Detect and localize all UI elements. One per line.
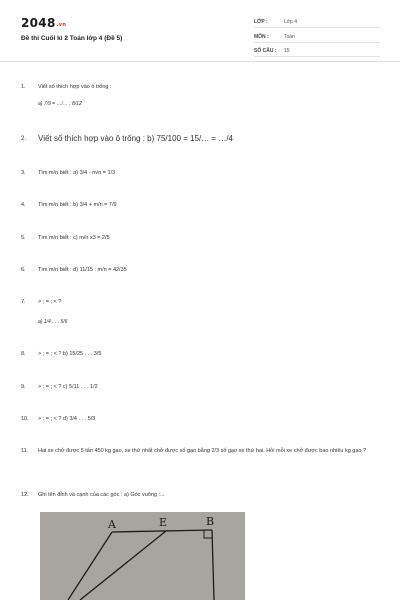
question-number: 3.	[21, 170, 26, 176]
question-number: 5.	[21, 235, 26, 241]
document-header	[0, 0, 400, 62]
question-text: > ; = ; < ? b) 15/25 . . . 3/5	[38, 351, 102, 357]
question-text: > ; = ; < ? c) 5/11 . . . 1/2	[38, 384, 98, 390]
question-text: Hai xe chở được 5 tấn 450 kg gạo, xe thứ nhất chở được số gạo bằng 2/3 số gạo xe thứ hai. Hỏi mỗi xe chở được bao nhiêu kg gạo ?	[38, 448, 367, 454]
meta-class-label: LỚP :	[254, 19, 268, 25]
question-text: Tìm m/n biết : a) 3/4 - m/n = 1/3	[38, 170, 116, 176]
meta-question-count	[254, 45, 380, 57]
question-1-sub: a) 7/9 = …/… ; 8/12	[38, 101, 82, 107]
meta-subject	[254, 31, 380, 43]
question-text: > ; = ; < ?	[38, 299, 62, 305]
question-number: 1.	[21, 84, 26, 90]
geometry-figure-photo	[40, 512, 245, 600]
question-number: 9.	[21, 384, 26, 390]
meta-class-value: Lớp 4	[284, 19, 298, 25]
question-number: 11.	[21, 448, 29, 454]
question-text: Tìm m/n biết : d) 11/15 : m/n = 42/35	[38, 267, 127, 273]
meta-subject-value: Toán	[284, 34, 295, 40]
question-text: Tìm m/n biết : b) 3/4 + m/n = 7/9	[38, 202, 117, 208]
vertex-label-e: E	[159, 516, 168, 529]
meta-count-value: 15	[284, 48, 290, 54]
document-title: Đề thi Cuối kì 2 Toán lớp 4 (Đề 5)	[21, 35, 123, 42]
vertex-label-a: A	[108, 518, 116, 531]
site-logo[interactable]	[21, 16, 66, 30]
logo-text: 2048	[21, 16, 56, 30]
meta-count-label: SỐ CÂU :	[254, 48, 277, 54]
geometry-figure	[40, 512, 245, 600]
question-text: Viết số thích hợp vào ô trống : b) 75/100 = 15/… = …/4	[38, 134, 233, 143]
question-number: 12.	[21, 492, 29, 498]
question-number: 8.	[21, 351, 26, 357]
question-7-sub: a) 1/4 . . . 5/6	[38, 319, 68, 325]
question-text: Tìm m/n biết : c) m/n x3 = 2/5	[38, 235, 110, 241]
question-text: Ghi tên đỉnh và cạnh của các góc : a) Góc vuông :...	[38, 492, 165, 498]
meta-class	[254, 16, 380, 28]
question-number: 4.	[21, 202, 26, 208]
meta-subject-label: MÔN :	[254, 34, 269, 40]
question-text: > ; = ; < ? d) 3/4 . . . 5/3	[38, 416, 96, 422]
question-number: 7.	[21, 299, 26, 305]
question-number: 2.	[21, 136, 27, 142]
question-number: 6.	[21, 267, 26, 273]
question-text: Viết số thích hợp vào ô trống :	[38, 84, 112, 90]
vertex-label-b: B	[206, 515, 215, 528]
logo-suffix: .vn	[56, 22, 67, 28]
question-number: 10.	[21, 416, 29, 422]
